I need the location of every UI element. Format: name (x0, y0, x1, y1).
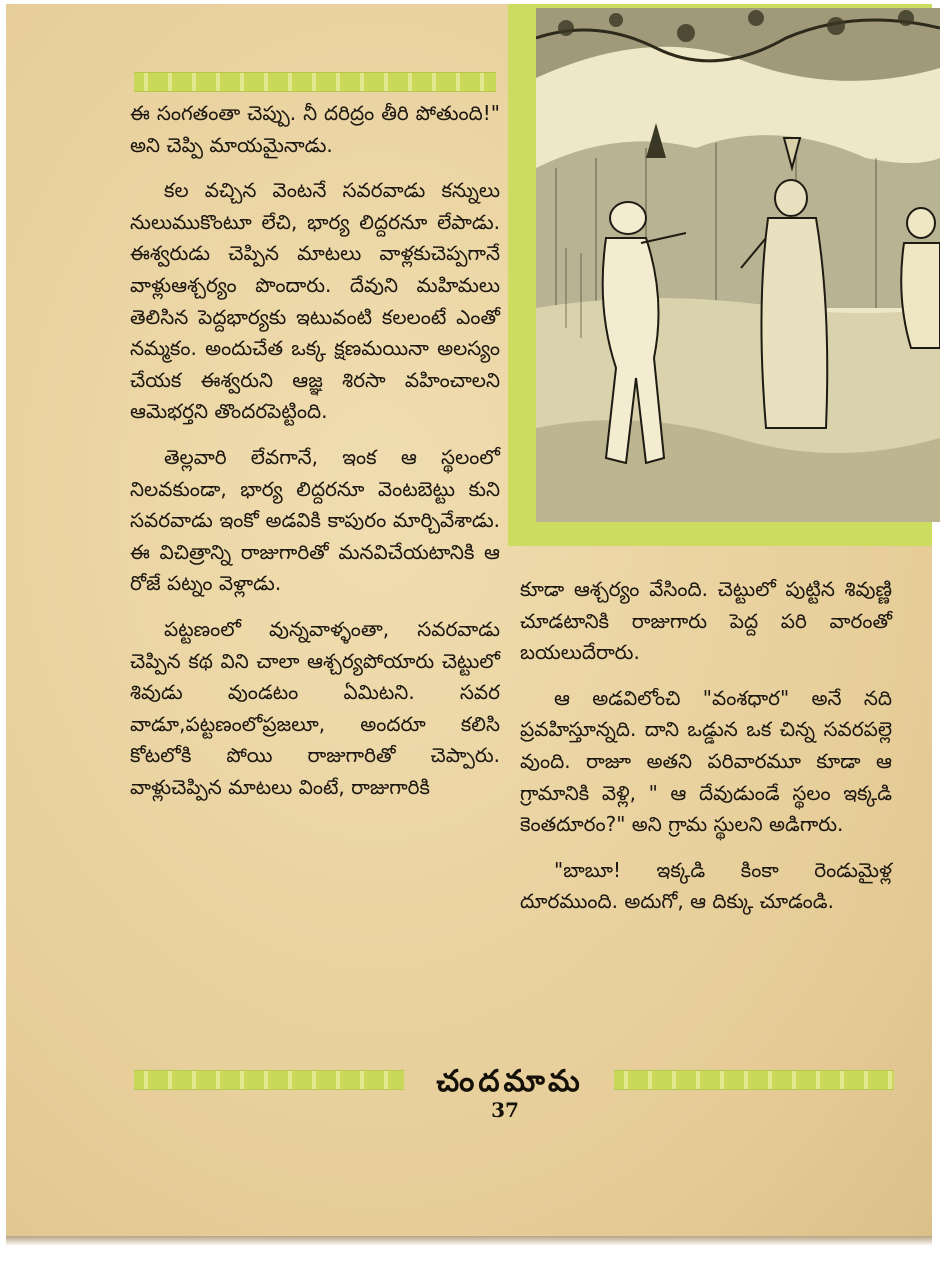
footer-border-left (134, 1070, 404, 1090)
paragraph: కల వచ్చిన వెంటనే సవరవాడు కన్నులు నులుముకొంటూ లేచి, భార్య లిద్దరనూ లేపాడు. ఈశ్వరుడు చెప్పిన మాటలు వాళ్లకుచెప్పగానే వాళ్లుఆశ్చర్యం పొందారు. దేవుని మహిమలు తెలిసిన పెద్దభార్యకు ఇటువంటి కలలంటే ఎంతో నమ్మకం. అందుచేత ఒక్క క్షణమయినా అలస్యం చేయక ఈశ్వరుని ఆజ్ఞ శిరసా వహించాలని ఆమెభర్తని తొందరపెట్టింది. (130, 178, 500, 424)
paragraph: పట్టణంలో వున్నవాళ్ళంతా, సవరవాడు చెప్పిన కథ విని చాలా ఆశ్చర్యపోయారు చెట్టులో శివుడు వుండటం ఏమిటని. సవర వాడూ,పట్టణంలోప్రజలూ, అందరూ కలిసి కోటలోకి పోయి రాజుగారితో చెప్పారు. వాళ్లుచెప్పిన మాటలు వింటే, రాజుగారికి (130, 616, 500, 799)
paragraph: ఆ అడవిలోంచి "వంశధార" అనే నది ప్రవహిస్తూన్నది. దాని ఒడ్డున ఒక చిన్న సవరపల్లె వుంది. రాజూ అతని పరివారమూ కూడా ఆ గ్రామానికి వెళ్లి, " ఆ దేవుడుండే స్థలం ఇక్కడి కెంతదూరం?" అని గ్రామ స్థులని అడిగారు. (520, 685, 892, 837)
footer-border-right (614, 1070, 894, 1090)
story-illustration (536, 8, 940, 522)
page-edge-shadow (6, 1236, 932, 1246)
paragraph: ఈ సంగతంతా చెప్పు. నీ దరిద్రం తీరి పోతుంది!" అని చెప్పి మాయమైనాడు. (130, 101, 500, 157)
magazine-title: చందమామ (436, 1064, 584, 1099)
page-number: 37 (491, 1098, 519, 1122)
paragraph: తెల్లవారి లేవగానే, ఇంక ఆ స్థలంలో నిలవకుండా, భార్య లిద్దరనూ వెంటబెట్టు కుని సవరవాడు ఇంకో అడవికి కాపురం మార్చివేశాడు. ఈ విచిత్రాన్ని రాజుగారితో మనవిచేయటానికి ఆ రోజే పట్నం వెళ్లాడు. (130, 444, 500, 596)
paragraph: కూడా ఆశ్చర్యం వేసింది. చెట్టులో పుట్టిన శివుణ్ణి చూడటానికి రాజుగారు పెద్ద పరి వారంతో బయలుదేరారు. (520, 577, 892, 665)
illustration-drawing (536, 8, 940, 522)
left-text-column (130, 98, 500, 817)
top-decorative-border (134, 72, 496, 92)
paragraph: "బాబూ! ఇక్కడి కింకా రెండుమైళ్ల దూరముంది. అదుగో, ఆ దిక్కు చూడండి. (520, 857, 892, 914)
right-text-column (520, 574, 892, 932)
